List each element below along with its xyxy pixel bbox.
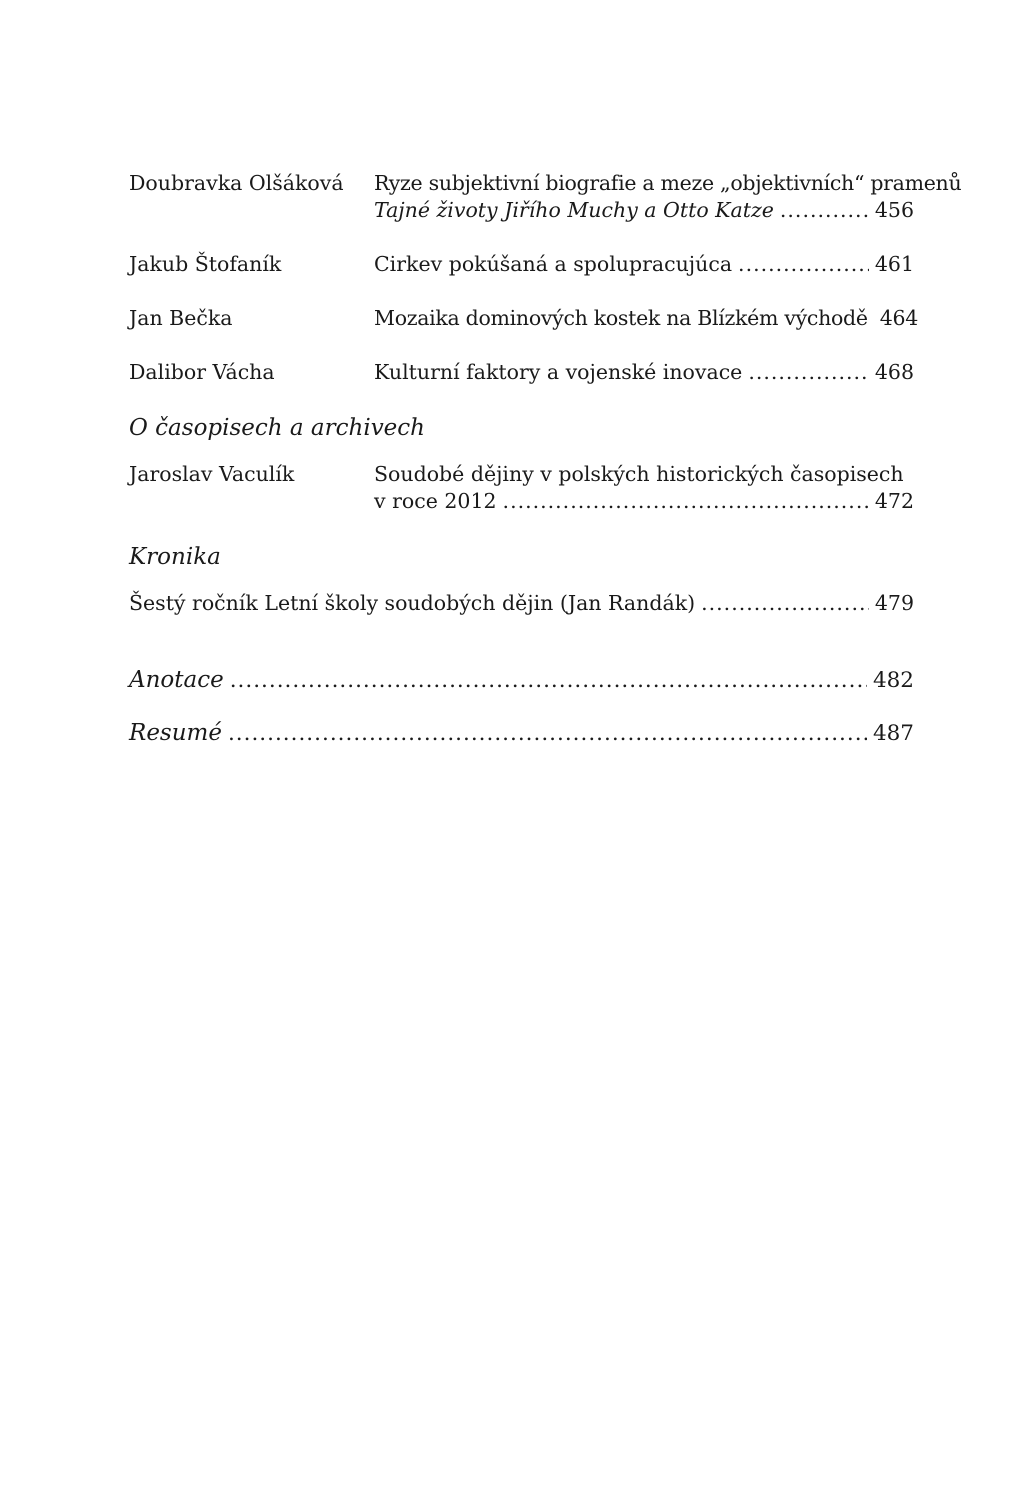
toc-entry-resume	[129, 720, 914, 747]
entry-title: Mozaika dominových kostek na Blízkém východě	[374, 306, 868, 330]
entry-page-number: 468	[874, 360, 914, 384]
table-of-contents	[129, 170, 962, 774]
entry-page-number: 464	[879, 306, 918, 330]
entry-author: Jakub Štofaník	[129, 252, 282, 276]
entry-title-leader	[129, 720, 914, 747]
dot-leader	[780, 197, 869, 224]
toc-entry	[129, 359, 914, 386]
dot-leader	[230, 667, 867, 694]
entry-page-number: 479	[874, 591, 914, 615]
toc-entry	[129, 305, 918, 332]
dot-leader	[738, 251, 869, 278]
entry-page-number: 487	[872, 721, 914, 746]
toc-entry	[129, 251, 914, 278]
entry-author: Dalibor Vácha	[129, 360, 275, 384]
entry-author: Jaroslav Vaculík	[129, 462, 295, 486]
entry-title: Soudobé dějiny v polských historických časopisech	[374, 462, 904, 486]
dot-leader	[748, 359, 869, 386]
entry-title-leader	[129, 590, 914, 617]
entry-page-number: 461	[874, 252, 914, 276]
entry-page-number: 472	[874, 489, 914, 513]
section-heading: O časopisech a archivech	[129, 415, 425, 441]
entry-title-leader	[374, 251, 914, 278]
entry-subtitle: Tajné životy Jiřího Muchy a Otto Katze	[374, 198, 774, 222]
entry-title-block	[374, 461, 914, 515]
entry-author: Doubravka Olšáková	[129, 171, 344, 195]
entry-title-continued: v roce 2012	[374, 489, 497, 513]
toc-entry-annotations	[129, 667, 914, 694]
dot-leader	[701, 590, 869, 617]
entry-title: Šestý ročník Letní školy soudobých dějin (Jan Randák)	[129, 591, 696, 615]
toc-entry	[129, 461, 914, 515]
entry-title-leader	[374, 359, 914, 386]
entry-title-leader	[374, 197, 914, 224]
entry-title: Ryze subjektivní biografie a meze „objektivních“ pramenů	[374, 171, 962, 195]
resume-label: Resumé	[129, 720, 222, 746]
entry-title: Cirkev pokúšaná a spolupracujúca	[374, 252, 733, 276]
entry-title: Kulturní faktory a vojenské inovace	[374, 360, 743, 384]
dot-leader	[228, 720, 867, 747]
dot-leader	[503, 488, 869, 515]
toc-entry	[129, 170, 962, 224]
entry-title-leader	[129, 667, 914, 694]
entry-author: Jan Bečka	[129, 306, 233, 330]
entry-title-block	[374, 305, 918, 332]
toc-entry	[129, 590, 914, 617]
entry-title-leader	[374, 305, 918, 332]
section-heading: Kronika	[129, 544, 221, 570]
entry-title-block	[374, 251, 914, 278]
entry-title-block	[374, 359, 914, 386]
annotations-label: Anotace	[129, 667, 224, 693]
entry-title-block	[374, 170, 962, 224]
entry-page-number: 482	[872, 668, 914, 693]
entry-title-leader	[374, 488, 914, 515]
entry-page-number: 456	[874, 198, 914, 222]
